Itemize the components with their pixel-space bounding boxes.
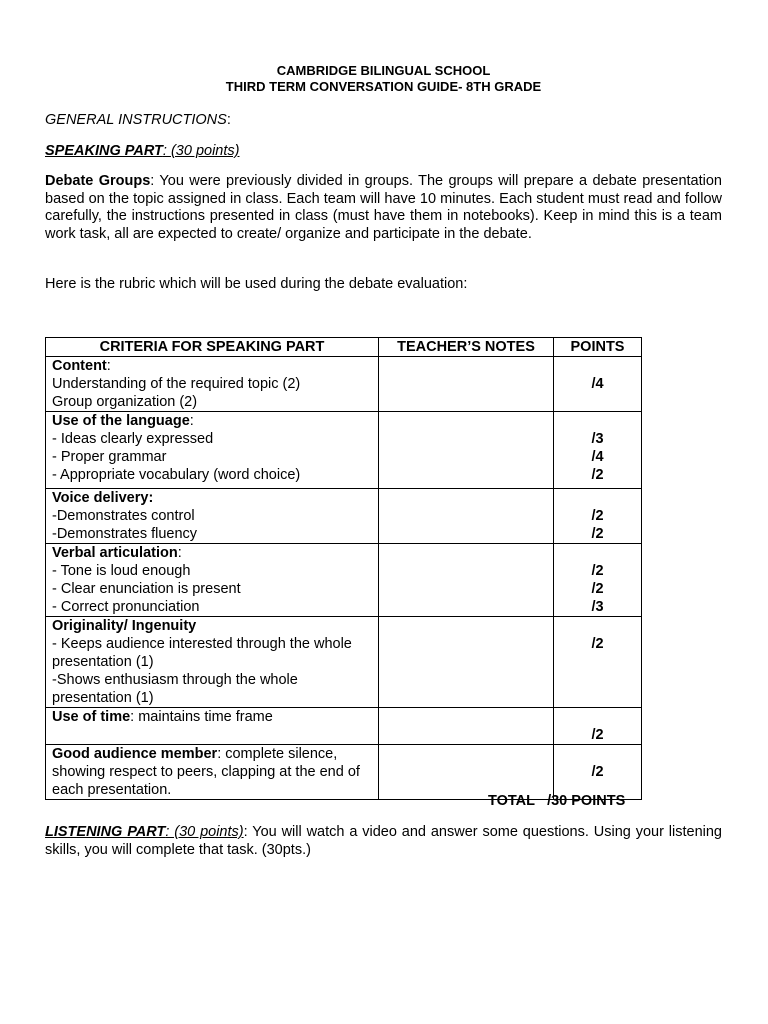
table-row (46, 412, 642, 489)
teacher-notes-cell[interactable] (379, 708, 554, 745)
guide-title: THIRD TERM CONVERSATION GUIDE- 8TH GRADE (225, 79, 542, 94)
points-cell: /2 (554, 617, 642, 708)
debate-groups-label: Debate Groups (45, 173, 151, 189)
total-points: TOTAL /30 POINTS (488, 793, 626, 809)
points-header: POINTS (554, 338, 642, 357)
criteria-cell: Use of time: maintains time frame (46, 708, 379, 745)
table-row (46, 745, 642, 800)
rubric-intro: Here is the rubric which will be used during the debate evaluation: (45, 276, 468, 292)
speaking-part-heading (45, 143, 239, 161)
criteria-cell: Good audience member: complete silence, showing respect to peers, clapping at the end of each presentation. (46, 745, 379, 800)
points-cell: /2 (554, 745, 642, 800)
debate-groups-paragraph (45, 173, 722, 243)
school-name: CAMBRIDGE BILINGUAL SCHOOL (276, 63, 491, 78)
teacher-notes-cell[interactable] (379, 745, 554, 800)
table-row (46, 708, 642, 745)
table-row (46, 544, 642, 617)
points-cell: /4 (554, 357, 642, 412)
rubric-table (45, 337, 642, 800)
speaking-part-points: : (30 points) (162, 143, 240, 159)
listening-part-text: : You will watch a video and answer some questions. Using your listening skills, you will complete that task. (30pts.) (45, 824, 722, 858)
listening-part-label: LISTENING PART (45, 824, 166, 840)
teacher-notes-header: TEACHER’S NOTES (379, 338, 554, 357)
criteria-cell: Voice delivery: -Demonstrates control -Demonstrates fluency (46, 489, 379, 544)
debate-groups-text: : You were previously divided in groups. The groups will prepare a debate presentation based on the topic assigned in class. Each team will have 10 minutes. Each student must read and follow carefully, the instructions presented in class (must have them in notebooks). Keep in mind this is a team work task, all are expected to create/ organize and participate in the debate. (45, 173, 722, 242)
criteria-cell: Originality/ Ingenuity - Keeps audience interested through the whole presentation (1) -Shows enthusiasm through the whole presentation (1) (46, 617, 379, 708)
teacher-notes-cell[interactable] (379, 357, 554, 412)
teacher-notes-cell[interactable] (379, 617, 554, 708)
listening-part-paragraph (45, 824, 722, 859)
criteria-cell: Use of the language: - Ideas clearly expressed - Proper grammar - Appropriate vocabulary (word choice) (46, 412, 379, 489)
points-cell: /2 /2 (554, 489, 642, 544)
criteria-cell: Verbal articulation: - Tone is loud enough - Clear enunciation is present - Correct pronunciation (46, 544, 379, 617)
speaking-part-label: SPEAKING PART (45, 143, 163, 159)
general-instructions-heading: GENERAL INSTRUCTIONS: (45, 112, 231, 128)
criteria-header: CRITERIA FOR SPEAKING PART (46, 338, 379, 357)
table-row (46, 617, 642, 708)
table-row (46, 357, 642, 412)
points-cell: /3 /4 /2 (554, 412, 642, 489)
listening-part-points: : (30 points) (165, 824, 244, 840)
criteria-cell: Content: Understanding of the required topic (2) Group organization (2) (46, 357, 379, 412)
points-cell: /2 /2 /3 (554, 544, 642, 617)
points-cell: /2 (554, 708, 642, 745)
teacher-notes-cell[interactable] (379, 489, 554, 544)
teacher-notes-cell[interactable] (379, 412, 554, 489)
teacher-notes-cell[interactable] (379, 544, 554, 617)
table-row (46, 489, 642, 544)
rubric-header-row (46, 338, 642, 357)
